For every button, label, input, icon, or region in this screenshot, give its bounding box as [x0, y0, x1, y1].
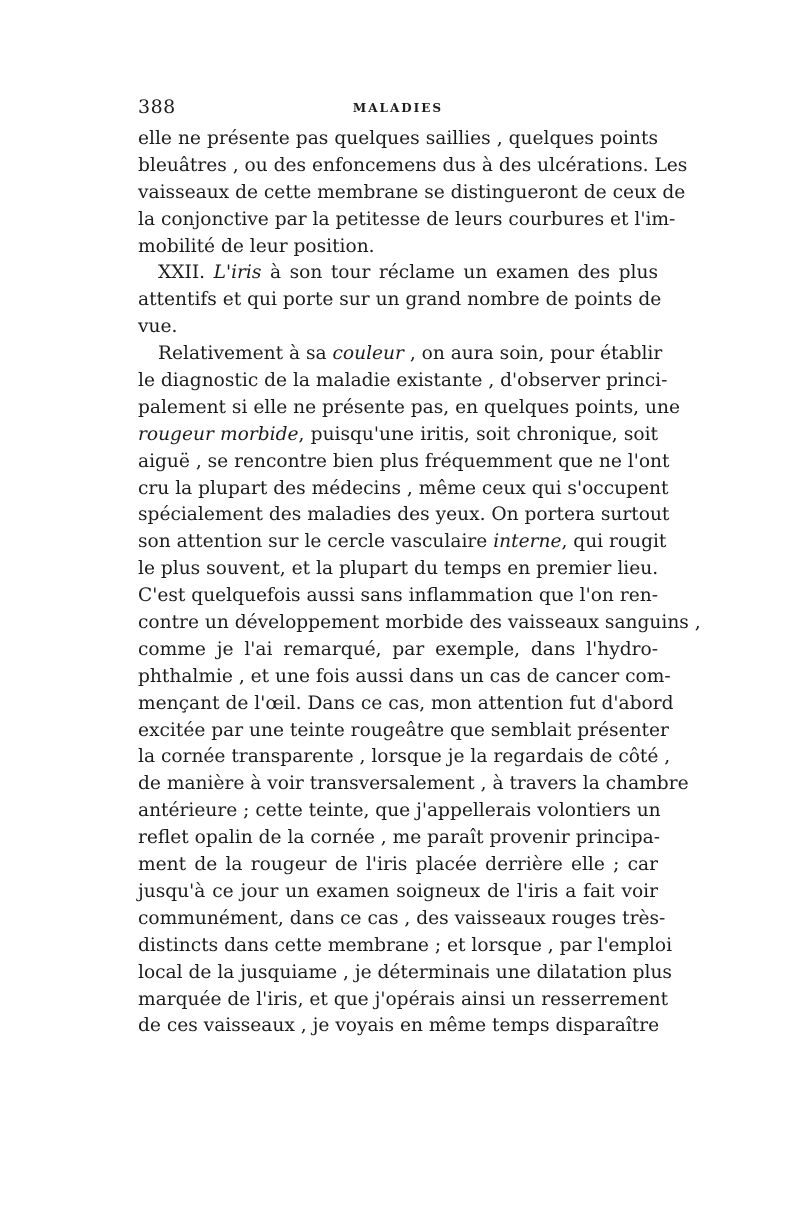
running-title: MALADIES [352, 101, 444, 115]
text-line [138, 556, 658, 583]
text-segment: la conjonctive par la petitesse de leurs courbures et l'im- [138, 208, 676, 230]
text-line [138, 798, 661, 825]
text-segment: contre un développement morbide des vaisseaux sanguins , [138, 612, 701, 634]
text-line [138, 637, 658, 664]
text-line [138, 234, 658, 261]
text-segment: , puisqu'une iritis, soit chronique, soit [298, 423, 659, 445]
text-segment: palement si elle ne présente pas, en quelques points, une [138, 396, 680, 418]
text-segment: aiguë , se rencontre bien plus fréquemment que ne l'ont [138, 450, 670, 472]
text-segment: marquée de l'iris, et que j'opérais ainsi un resserrement [138, 988, 669, 1010]
text-segment: phthalmie , et une fois aussi dans un cas de cancer com- [138, 665, 671, 687]
italic-term: L'iris [213, 262, 262, 284]
text-line [138, 395, 680, 422]
text-segment: antérieure ; cette teinte, que j'appellerais volontiers un [138, 800, 661, 822]
text-segment: communément, dans ce cas , des vaisseaux rouges très- [138, 907, 666, 929]
text-line [138, 476, 669, 503]
text-line [138, 906, 666, 933]
text-line [138, 502, 670, 529]
text-segment: vue. [138, 316, 178, 338]
text-line [138, 771, 689, 798]
text-line [138, 960, 672, 987]
text-line [138, 287, 662, 314]
text-line [138, 422, 658, 449]
text-segment: cru la plupart des médecins , même ceux qui s'occupent [138, 477, 669, 499]
text-line [138, 610, 701, 637]
text-segment: C'est quelquefois aussi sans inflammation que l'on ren- [138, 585, 658, 607]
body-text [138, 126, 701, 1040]
text-line [138, 1013, 658, 1040]
text-line [138, 718, 669, 745]
text-line [138, 449, 670, 476]
text-segment: Relativement à sa [158, 343, 333, 365]
text-line [138, 207, 676, 234]
text-line [138, 341, 663, 368]
italic-term: rougeur morbide [138, 423, 299, 445]
book-page [138, 96, 701, 1040]
text-segment: distincts dans cette membrane ; et lorsque , par l'emploi [138, 934, 673, 956]
text-line [138, 691, 674, 718]
text-segment: , on aura soin, pour établir [403, 343, 663, 365]
text-segment: bleuâtres , ou des enfoncemens dus à des ulcérations. Les [138, 154, 688, 176]
text-segment: à son tour réclame un examen des plus [261, 262, 658, 284]
text-line [138, 260, 658, 287]
text-segment: de ces vaisseaux , je voyais en même temps disparaître [138, 1015, 660, 1037]
text-segment: le plus souvent, et la plupart du temps en premier lieu. [138, 558, 659, 580]
italic-term: couleur [332, 343, 404, 365]
text-line [138, 153, 688, 180]
text-segment: reflet opalin de la cornée , me paraît provenir principa- [138, 827, 661, 849]
text-line [138, 529, 667, 556]
text-line [138, 314, 658, 341]
text-segment: excitée par une teinte rougeâtre que semblait présenter [138, 719, 669, 741]
text-segment: de manière à voir transversalement , à travers la chambre [138, 773, 689, 795]
text-segment: vaisseaux de cette membrane se distingueront de ceux de [138, 181, 686, 203]
text-line [138, 987, 669, 1014]
text-line [138, 126, 658, 153]
text-line [138, 879, 658, 906]
text-line [138, 825, 661, 852]
text-line [138, 933, 673, 960]
running-head [138, 96, 658, 124]
text-segment: attentifs et qui porte sur un grand nombre de points de [138, 289, 662, 311]
text-segment: elle ne présente pas quelques saillies , quelques points [138, 128, 658, 149]
text-segment: le diagnostic de la maladie existante , d'observer princi- [138, 370, 668, 392]
text-segment: local de la jusquiame , je déterminais une dilatation plus [138, 961, 672, 983]
text-segment: XXII. [158, 262, 214, 284]
text-segment: ment de la rougeur de l'iris placée derrière elle ; car [138, 854, 658, 876]
text-segment: son attention sur le cercle vasculaire [138, 531, 494, 553]
text-segment: jusqu'à ce jour un examen soigneux de l'iris a fait voir [138, 880, 658, 902]
text-line [138, 583, 658, 610]
text-segment: mençant de l'œil. Dans ce cas, mon attention fut d'abord [138, 692, 674, 714]
text-segment: mobilité de leur position. [138, 235, 375, 257]
text-line [138, 368, 668, 395]
text-segment: spécialement des maladies des yeux. On portera surtout [138, 504, 670, 526]
text-line [138, 744, 671, 771]
text-segment: , qui rougit [561, 531, 667, 553]
italic-term: interne [493, 531, 562, 553]
page-number: 388 [138, 96, 176, 118]
text-line [138, 852, 658, 879]
text-segment: la cornée transparente , lorsque je la regardais de côté , [138, 746, 671, 768]
text-line [138, 180, 686, 207]
text-segment: comme je l'ai remarqué, par exemple, dans l'hydro- [138, 638, 658, 660]
text-line [138, 664, 671, 691]
